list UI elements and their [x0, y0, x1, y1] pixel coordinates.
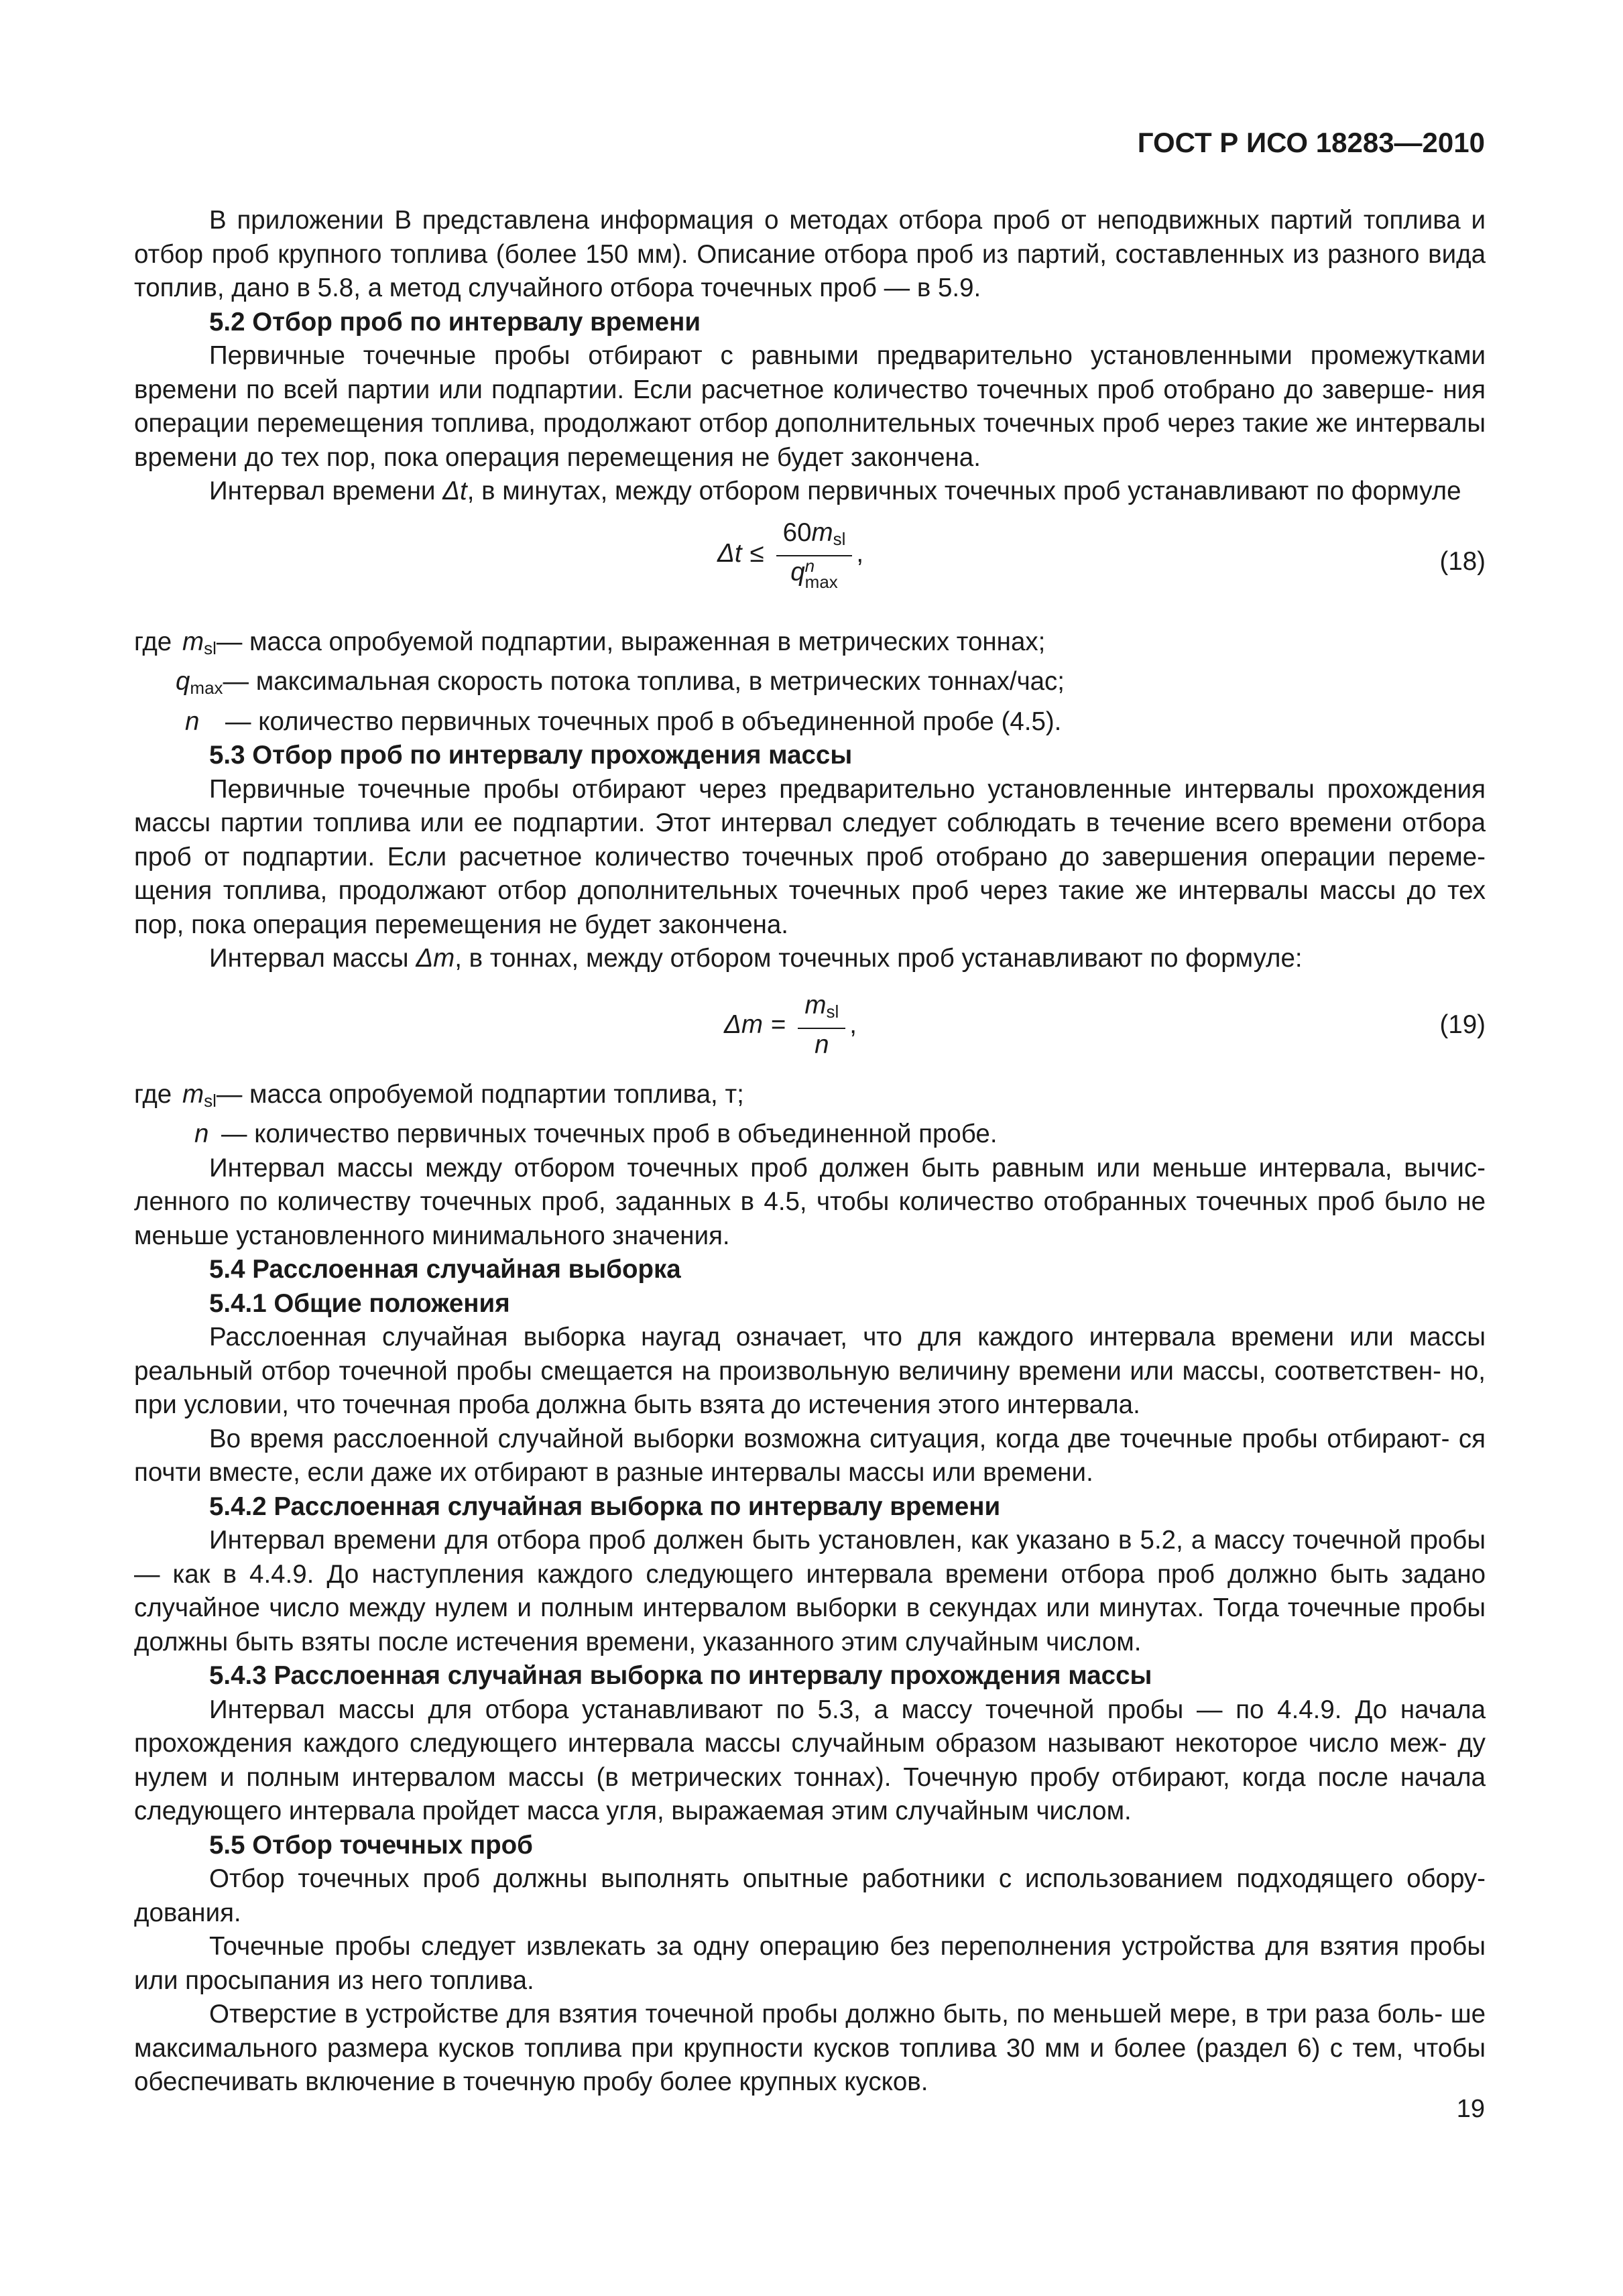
formula-18-block — [134, 518, 1486, 616]
variable-row: $q_{max}$ — максимальная скорость потока топлива, в метрических тоннах/час; — [176, 667, 1065, 698]
formula-19-denominator: n — [815, 1030, 829, 1059]
section-5-2-paragraph-2: Интервал времени Δt, в минутах, между отбором первичных точечных проб устанавливают по формуле — [209, 477, 1461, 505]
formula-19-number: (19) — [1439, 1010, 1486, 1039]
formula-19: Δm = $\frac{m_{sl}}{n}$ , — [724, 990, 857, 1059]
variable-row: n — количество первичных точечных проб в объединенной пробе. — [194, 1120, 998, 1148]
formula-19-numerator: $m_{sl}$ — [798, 991, 845, 1029]
variable-row: n — количество первичных точечных проб в объединенной пробе (4.5). — [185, 707, 1062, 736]
formula-18-fraction — [776, 518, 853, 590]
document-body — [134, 204, 1486, 2100]
section-5-3-heading: 5.3 Отбор проб по интервалу прохождения массы — [209, 741, 853, 770]
section-5-4-heading: 5.4 Расслоенная случайная выборка — [209, 1255, 681, 1284]
formula-18-numerator: $60m_{sl}$ — [776, 518, 853, 556]
formula-19-lhs: Δm — [724, 1010, 763, 1039]
where-label: где — [134, 1079, 172, 1109]
formula-18-relation: ≤ — [749, 539, 764, 568]
section-5-2-heading: 5.2 Отбор проб по интервалу времени — [209, 307, 701, 337]
formula-19-fraction — [798, 991, 845, 1060]
formula-18-denominator: q n max — [790, 555, 838, 592]
section-5-2-paragraph-1: Первичные точечные пробы отбирают с равными предварительно установленными промежутками времени по всей партии или подпартии. Если расчетное количество точечных проб отобрано до заверше- ния операции перемещения топлива, продолжают отбор дополнительных точечных проб через такие же интервалы времени до тех пор, пока операция перемещения не будет закончена. — [134, 341, 1486, 472]
formula-19-block — [134, 991, 1486, 1069]
variable-row: где $m_{sl}$ — масса опробуемой подпартии, выраженная в метрических тоннах; — [134, 625, 1486, 666]
section-5-4-1-heading: 5.4.1 Общие положения — [209, 1288, 510, 1318]
formula-18-variables — [134, 625, 1486, 739]
section-5-4-2-heading: 5.4.2 Расслоенная случайная выборка по интервалу времени — [209, 1492, 1001, 1521]
intro-paragraph: В приложении В представлена информация о методах отбора проб от неподвижных партий топлива и отбор проб крупного топлива (более 150 мм). Описание отбора проб из партий, составленных из разного вида топлив, дано в 5.8, а метод случайного отбора точечных проб — в 5.9. — [134, 206, 1486, 302]
section-5-3-paragraph-1: Первичные точечные пробы отбирают через предварительно установленные интервалы прохождения массы партии топлива или ее подпартии. Этот интервал следует соблюдать в течение всего времени отбора проб от подпартии. Если расчетное количество точечных проб отобрано до завершения операции переме- щения топлива, продолжают отбор дополнительных точечных проб через такие же интервалы массы до тех пор, пока операция перемещения не будет закончена. — [134, 774, 1486, 939]
section-5-3-paragraph-3: Интервал массы между отбором точечных проб должен быть равным или меньше интервала, вычис- ленного по количеству точечных проб, заданных в 4.5, чтобы количество отобранных точечных проб было не меньше установленного минимального значения. — [134, 1153, 1486, 1250]
section-5-4-3-paragraph-1: Интервал массы для отбора устанавливают по 5.3, а массу точечной пробы — по 4.4.9. До начала прохождения каждого следующего интервала массы случайным образом называют некоторое число меж- ду нулем и полным интервалом массы (в метрических тоннах). Точечную пробу отбирают, когда после начала следующего интервала пройдет масса угля, выражаемая этим случайным числом. — [134, 1695, 1486, 1825]
variable-row: где $m_{sl}$ — масса опробуемой подпартии топлива, т; — [134, 1078, 1486, 1118]
delta-t-symbol: Δt — [442, 477, 467, 505]
formula-18-lhs: Δt — [717, 539, 742, 568]
section-5-4-3-heading: 5.4.3 Расслоенная случайная выборка по интервалу прохождения массы — [209, 1661, 1152, 1690]
formula-18: Δt ≤ $60m_{sl}$ q n max , — [717, 518, 864, 592]
section-5-4-1-paragraph-1: Расслоенная случайная выборка наугад означает, что для каждого интервала времени или массы реальный отбор точечной пробы смещается на произвольную величину времени или массы, соответствен- но, при условии, что точечная проба должна быть взята до истечения этого интервала. — [134, 1323, 1486, 1419]
page-number: 19 — [1456, 2095, 1485, 2123]
formula-19-relation: = — [770, 1010, 786, 1039]
formula-18-number: (18) — [1439, 546, 1486, 576]
section-5-4-2-paragraph-1: Интервал времени для отбора проб должен быть установлен, как указано в 5.2, а массу точечной пробы — как в 4.4.9. До наступления каждого следующего интервала времени отбора проб должно быть задано случайное число между нулем и полным интервалом выборки в секундах или минутах. Тогда точечные пробы должны быть взяты после истечения времени, указанного этим случайным числом. — [134, 1526, 1486, 1656]
section-5-5-heading: 5.5 Отбор точечных проб — [209, 1830, 533, 1860]
standard-code-header: ГОСТ Р ИСО 18283—2010 — [1137, 127, 1485, 158]
section-5-5-paragraph-3: Отверстие в устройстве для взятия точечной пробы должно быть, по меньшей мере, в три раза боль- ше максимального размера кусков топлива при крупности кусков топлива 30 мм и более (раздел 6) с тем, чтобы обеспечивать включение в точечную пробу более крупных кусков. — [134, 2000, 1486, 2096]
where-label: где — [134, 627, 172, 656]
section-5-5-paragraph-1: Отбор точечных проб должны выполнять опытные работники с использованием подходящего обору- дования. — [134, 1864, 1486, 1927]
section-5-4-1-paragraph-2: Во время расслоенной случайной выборки возможна ситуация, когда две точечные пробы отбирают- ся почти вместе, если даже их отбирают в разные интервалы массы или времени. — [134, 1424, 1486, 1487]
formula-19-variables — [134, 1078, 1486, 1152]
section-5-5-paragraph-2: Точечные пробы следует извлекать за одну операцию без переполнения устройства для взятия пробы или просыпания из него топлива. — [134, 1932, 1486, 1995]
section-5-3-paragraph-2: Интервал массы Δm, в тоннах, между отбором точечных проб устанавливают по формуле: — [209, 944, 1303, 973]
delta-m-symbol: Δm — [416, 944, 455, 973]
